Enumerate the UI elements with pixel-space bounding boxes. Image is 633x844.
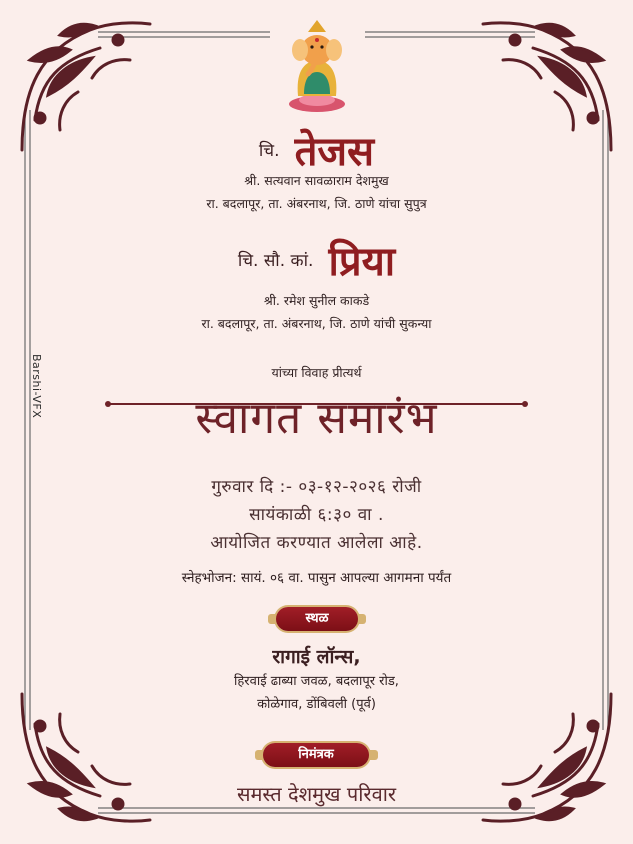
groom-father: श्री. सत्यवान सावळाराम देशमुख	[244, 173, 389, 188]
occasion-text: यांच्या विवाह प्रीत्यर्थ	[271, 365, 362, 380]
venue-label: स्थळ	[276, 607, 358, 631]
venue-name: रागाई लॉन्स,	[272, 646, 361, 668]
bride-name: प्रिया	[328, 239, 396, 285]
groom-address: रा. बदलापूर, ता. अंबरनाथ, जि. ठाणे यांचा सुपुत्र	[206, 196, 427, 211]
bride-address: रा. बदलापूर, ता. अंबरनाथ, जि. ठाणे यांची सुकन्या	[201, 316, 432, 331]
date-line: गुरुवार दि :- ०३-१२-२०२६ रोजी	[211, 477, 422, 497]
bride-prefix: चि. सौ. कां.	[237, 251, 314, 271]
time-line: सायंकाळी ६:३० वा .	[249, 505, 384, 525]
groom-name: तेजस	[294, 129, 375, 175]
host-family: समस्त देशमुख परिवार	[236, 782, 397, 806]
venue-address-line2: कोळेगाव, डोंबिवली (पूर्व)	[257, 697, 376, 712]
organized-line: आयोजित करण्यात आलेला आहे.	[210, 533, 423, 553]
reception-title: स्वागत समारंभ	[195, 393, 438, 444]
watermark-text: Barshi-VFX	[30, 354, 43, 419]
venue-address-line1: हिरवाई ढाब्या जवळ, बदलापूर रोड,	[234, 674, 399, 689]
host-label: निमंत्रक	[263, 743, 369, 767]
dinner-text: स्नेहभोजन: सायं. ०६ वा. पासुन आपल्या आगमना पर्यंत	[181, 570, 452, 586]
groom-prefix: चि.	[258, 141, 280, 161]
bride-father: श्री. रमेश सुनील काकडे	[263, 293, 370, 308]
